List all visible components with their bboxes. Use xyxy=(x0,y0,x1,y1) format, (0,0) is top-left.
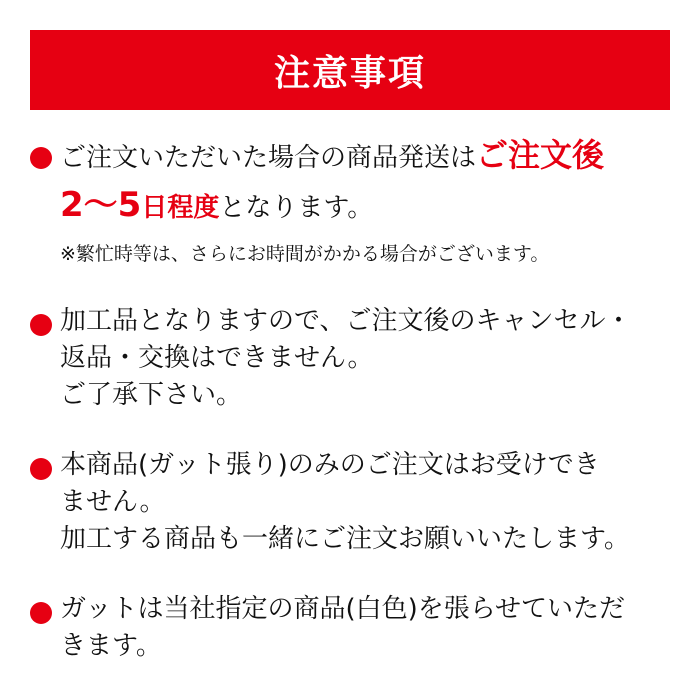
notice-item-no-cancel xyxy=(30,306,680,416)
notice-item-shipping xyxy=(30,136,680,266)
notice-item-string-only xyxy=(30,450,680,560)
notice-line: ガットは当社指定の商品(白色)を張らせていただ xyxy=(60,594,625,624)
bullet-icon xyxy=(30,602,52,624)
shipping-days: 2〜5 xyxy=(60,185,142,225)
notice-banner xyxy=(30,30,670,110)
notice-line xyxy=(60,136,605,174)
notice-line: 加工品となりますので、ご注文後のキャンセル・ xyxy=(60,306,632,336)
notice-line: ません。 xyxy=(60,487,166,517)
notice-line: 返品・交換はできません。 xyxy=(60,343,374,373)
shipping-text-end: となります。 xyxy=(219,193,374,223)
shipping-emphasis: ご注文後 xyxy=(476,136,605,174)
notice-line xyxy=(60,185,374,225)
shipping-days-unit: 日程度 xyxy=(141,193,220,223)
notice-line: 本商品(ガット張り)のみのご注文はお受けでき xyxy=(60,450,600,480)
shipping-text: ご注文いただいた場合の商品発送は xyxy=(60,143,477,173)
bullet-icon xyxy=(30,458,52,480)
bullet-icon xyxy=(30,314,52,336)
notice-line: 加工する商品も一緒にご注文お願いいたします。 xyxy=(60,524,630,554)
banner-title: 注意事項 xyxy=(273,52,426,94)
notice-item-string-designation xyxy=(30,594,680,664)
bullet-icon xyxy=(30,147,52,169)
notice-line: ご了承下さい。 xyxy=(60,380,243,410)
notice-line: きます。 xyxy=(60,631,162,661)
shipping-note: ※繁忙時等は、さらにお時間がかかる場合がございます。 xyxy=(60,243,550,265)
